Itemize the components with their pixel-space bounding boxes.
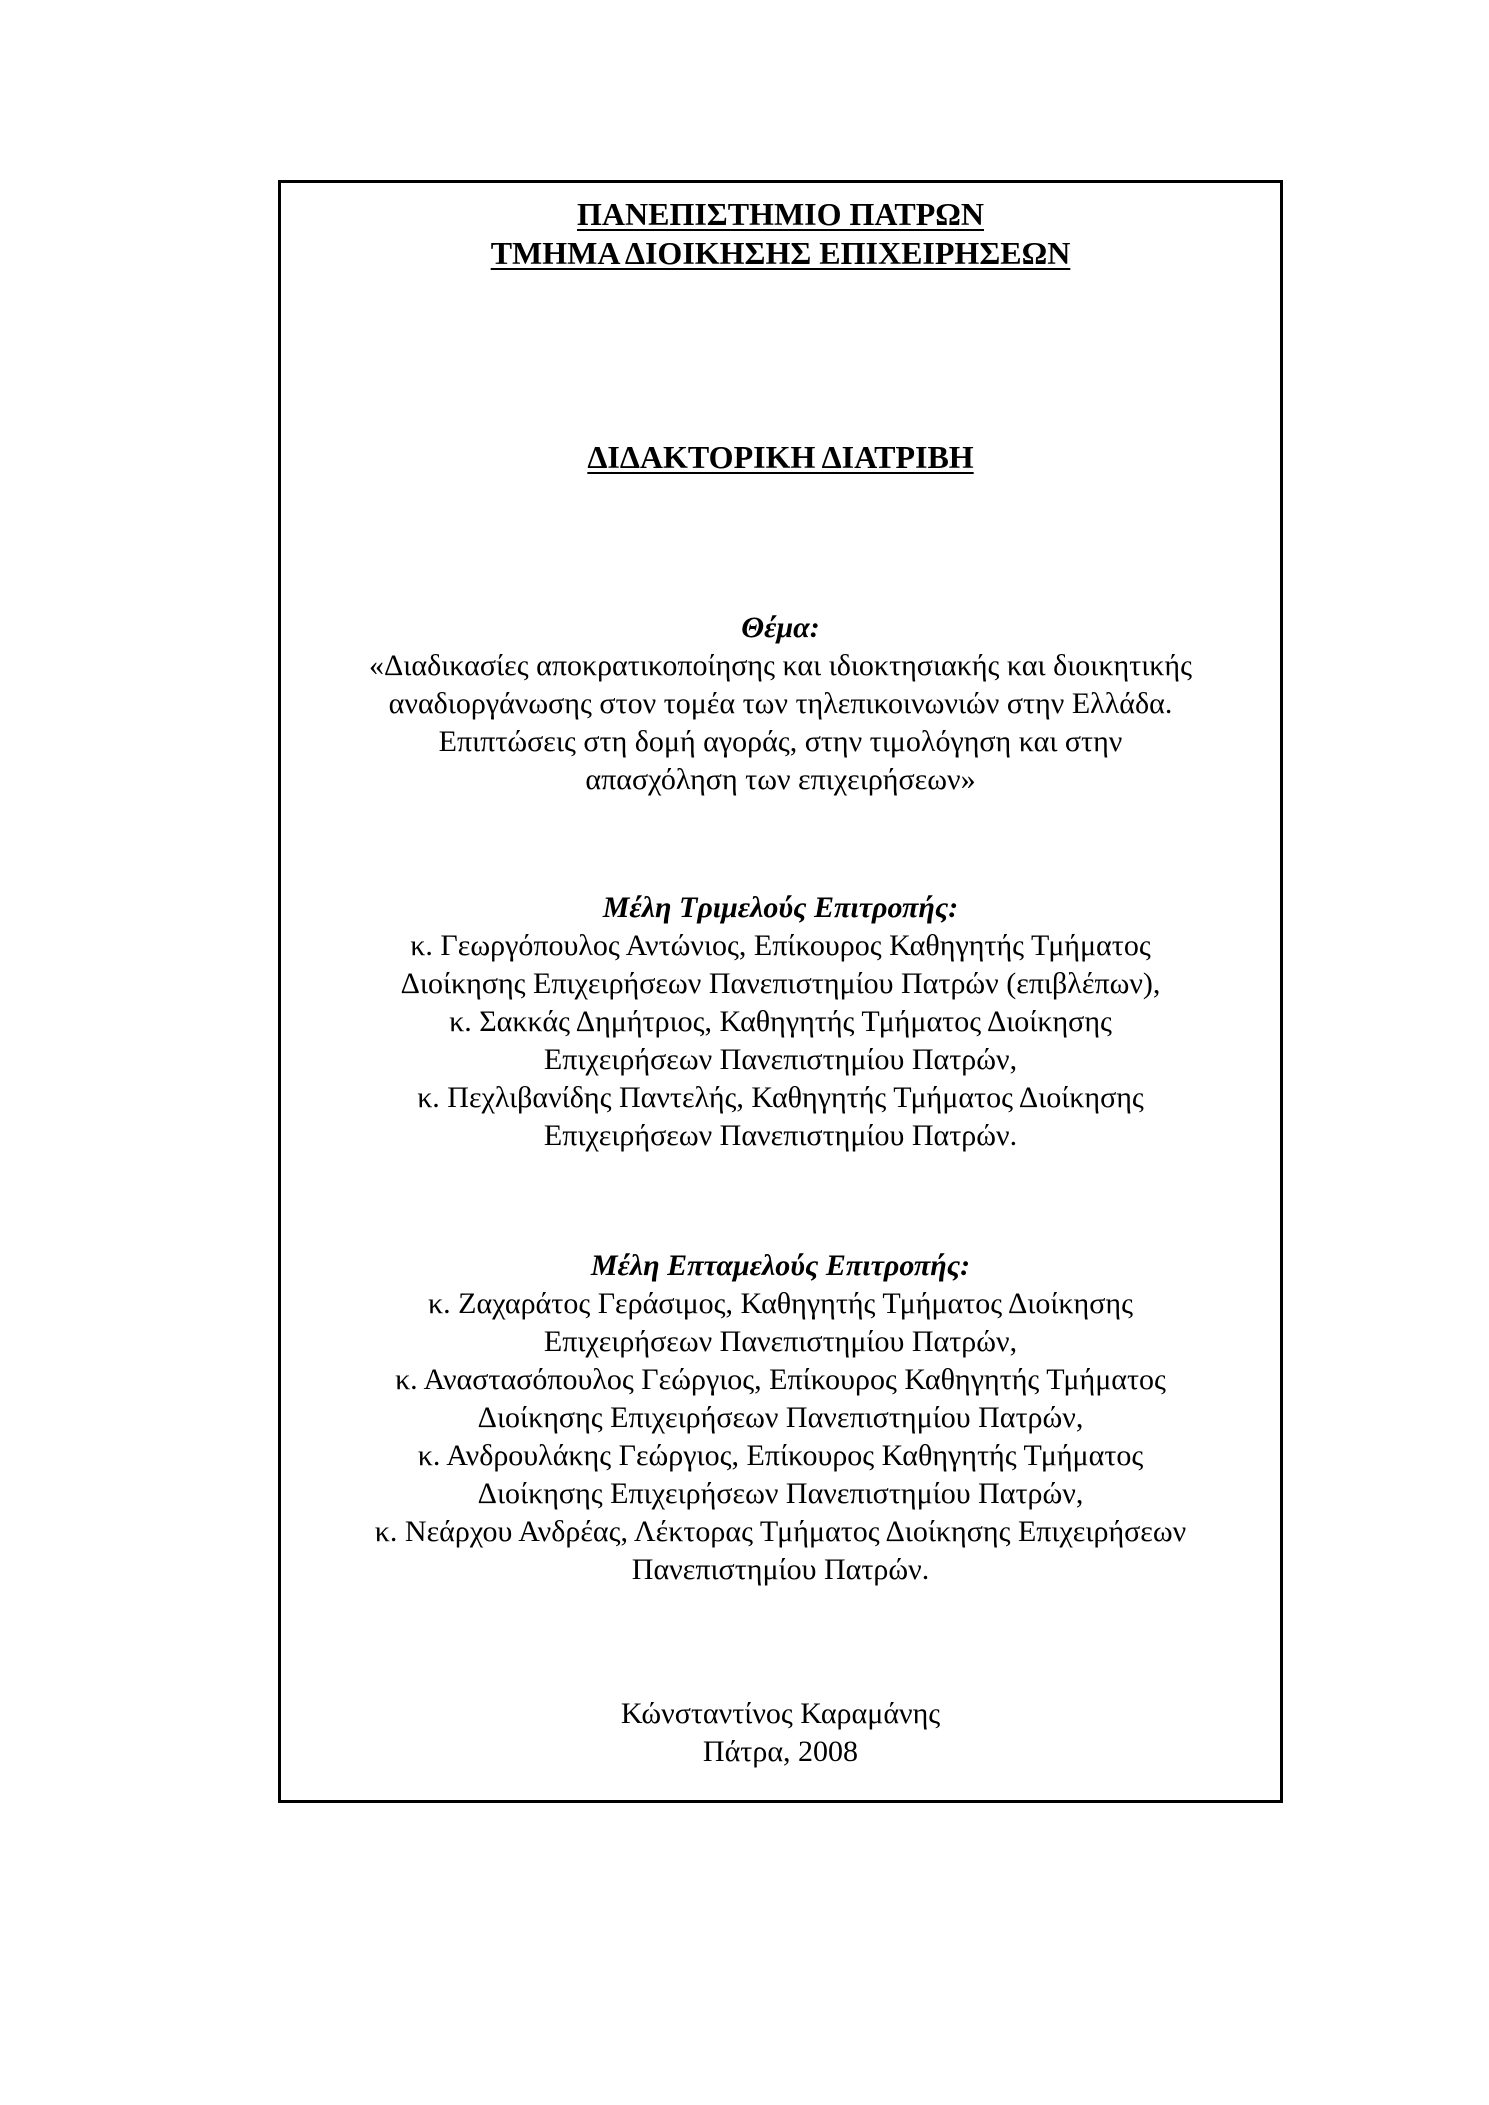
committee-line: κ. Ζαχαράτος Γεράσιμος, Καθηγητής Τμήματος Διοίκησης	[428, 1287, 1133, 1320]
three-member-committee-section	[281, 889, 1280, 1155]
committee-line: Επιχειρήσεων Πανεπιστημίου Πατρών,	[543, 1325, 1018, 1358]
seven-member-committee-section	[281, 1247, 1280, 1589]
topic-line: «Διαδικασίες αποκρατικοποίησης και ιδιοκτησιακής και διοικητικής	[369, 649, 1192, 682]
author-section	[281, 1695, 1280, 1771]
topic-line: απασχόληση των επιχειρήσεων»	[585, 763, 976, 796]
committee-line: Διοίκησης Επιχειρήσεων Πανεπιστημίου Πατρών,	[477, 1401, 1084, 1434]
committee-line: κ. Ανδρουλάκης Γεώργιος, Επίκουρος Καθηγητής Τμήματος	[417, 1439, 1144, 1472]
title-page-frame	[278, 180, 1283, 1803]
committee-line: Επιχειρήσεων Πανεπιστημίου Πατρών,	[543, 1043, 1018, 1076]
document-type-heading: ΔΙΔΑΚΤΟΡΙΚΗ ΔΙΑΤΡΙΒΗ	[587, 439, 974, 475]
place-date: Πάτρα, 2008	[702, 1735, 859, 1768]
committee-line: Πανεπιστημίου Πατρών.	[631, 1553, 930, 1586]
committee-line: Επιχειρήσεων Πανεπιστημίου Πατρών.	[543, 1119, 1018, 1152]
topic-section	[281, 609, 1280, 799]
three-member-committee-label: Μέλη Τριμελούς Επιτροπής:	[602, 891, 959, 924]
committee-line: Διοίκησης Επιχειρήσεων Πανεπιστημίου Πατρών (επιβλέπων),	[400, 967, 1161, 1000]
committee-line: κ. Σακκάς Δημήτριος, Καθηγητής Τμήματος Διοίκησης	[449, 1005, 1112, 1038]
committee-line: κ. Αναστασόπουλος Γεώργιος, Επίκουρος Καθηγητής Τμήματος	[395, 1363, 1166, 1396]
author-name: Κώνσταντίνος Καραμάνης	[620, 1697, 941, 1730]
committee-line: κ. Γεωργόπουλος Αντώνιος, Επίκουρος Καθηγητής Τμήματος	[410, 929, 1151, 962]
department-heading: ΤΜΗΜΑ ΔΙΟΙΚΗΣΗΣ ΕΠΙΧΕΙΡΗΣΕΩΝ	[490, 235, 1071, 271]
university-heading: ΠΑΝΕΠΙΣΤΗΜΙΟ ΠΑΤΡΩΝ	[576, 196, 984, 232]
topic-line: Επιπτώσεις στη δομή αγοράς, στην τιμολόγηση και στην	[438, 725, 1123, 758]
topic-label: Θέμα:	[741, 611, 820, 644]
committee-line: Διοίκησης Επιχειρήσεων Πανεπιστημίου Πατρών,	[477, 1477, 1084, 1510]
topic-line: αναδιοργάνωσης στον τομέα των τηλεπικοινωνιών στην Ελλάδα.	[388, 687, 1173, 720]
seven-member-committee-label: Μέλη Επταμελούς Επιτροπής:	[590, 1249, 971, 1282]
committee-line: κ. Πεχλιβανίδης Παντελής, Καθηγητής Τμήματος Διοίκησης	[417, 1081, 1144, 1114]
committee-line: κ. Νεάρχου Ανδρέας, Λέκτορας Τμήματος Διοίκησης Επιχειρήσεων	[374, 1515, 1187, 1548]
